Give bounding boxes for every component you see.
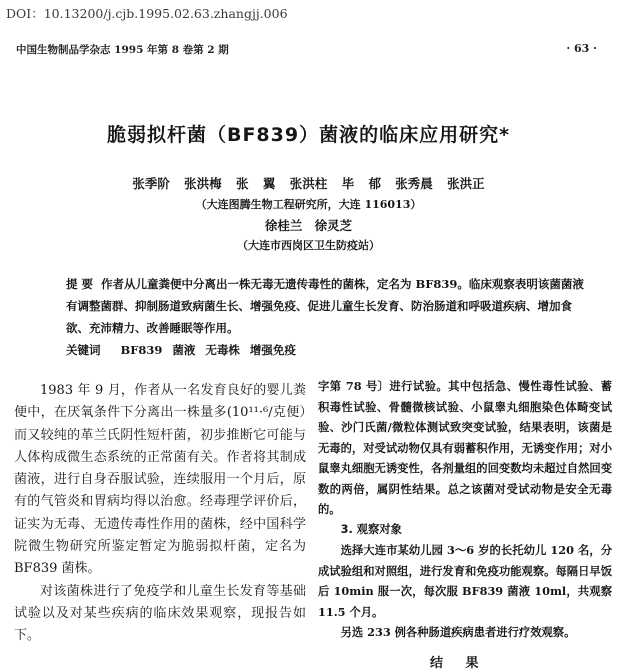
- authors-line-1: 张季阶 张洪梅 张 翼 张洪柱 毕 郁 张秀晨 张洪正: [132, 176, 485, 191]
- keywords-text: BF839 菌液 无毒株 增强免疫: [120, 343, 296, 357]
- keywords-label: 关键词: [66, 343, 101, 357]
- journal-header: 中国生物制品学杂志 1995 年第 8 卷第 2 期: [16, 44, 229, 56]
- left-paragraph-2: 对该菌株进行了免疫学和儿童生长发育等基础试验以及对某些疾病的临床效果观察，现报告如下。: [14, 583, 306, 644]
- right-paragraph-3: 另选 233 例各种肠道疾病患者进行疗效观察。: [340, 625, 576, 639]
- section-3-heading: 3. 观察对象: [340, 522, 402, 536]
- doi-line: DOI：10.13200/j.cjb.1995.02.63.zhangjj.006: [6, 6, 288, 21]
- authors-line-2: 徐桂兰 徐灵芝: [264, 218, 353, 233]
- left-paragraph-1: 1983 年 9 月，作者从一名发育良好的婴儿粪便中，在厌氧条件下分离出一株量多(10¹¹·⁶/克便）而又较纯的革兰氏阴性短杆菌，初步推断它可能与人体构成微生态系统的正常菌有关。作者将其制成菌液，进行自身吞服试验，连续服用一个月后，原有的气管炎和胃病均得以治愈。经毒理学评价后，证实为无毒、无遗传毒性作用的菌株，经中国科学院微生物研究所鉴定暂定为脆弱拟杆菌，定名为 BF839 菌株。: [14, 383, 306, 577]
- affiliation-1: （大连图腾生物工程研究所，大连 116013）: [195, 198, 422, 211]
- right-paragraph-1: 字第 78 号〕进行试验。其中包括急、慢性毒性试验、蓄积毒性试验、骨髓微核试验、小鼠睾丸细胞染色体畸变试验、沙门氏菌/微粒体测试致突变试验，结果表明，该菌是无毒的，对受试动物仅具有弱蓄积作用，无诱变作用；对小鼠睾丸细胞无诱变性，各剂量组的回变数均未超过自然回变数的两倍，属阴性结果。总之该菌对受试动物是安全无毒的。: [318, 379, 612, 516]
- abstract-label: 提 要: [66, 277, 94, 291]
- affiliation-2: （大连市西岗区卫生防疫站）: [237, 239, 380, 252]
- paper-title: 脆弱拟杆菌（BF839）菌液的临床应用研究*: [106, 124, 511, 146]
- results-heading: 结 果: [430, 656, 479, 671]
- right-paragraph-2: 选择大连市某幼儿园 3～6 岁的长托幼儿 120 名，分成试验组和对照组，进行发育和免疫功能观察。每隔日早饭后 10min 服一次，每次服 BF839 菌液 10ml，共观察 11.5 个月。: [318, 543, 612, 619]
- abstract: [66, 273, 586, 339]
- keywords: [66, 342, 296, 358]
- left-column: [14, 380, 306, 648]
- page-number: · 63 ·: [566, 42, 597, 55]
- right-column: [318, 376, 612, 643]
- abstract-text: 作者从儿童粪便中分离出一株无毒无遗传毒性的菌株，定名为 BF839。临床观察表明该菌菌液有调整菌群、抑制肠道致病菌生长、增强免疫、促进儿童生长发育、防治肠道和呼吸道疾病、增加食欲、充沛精力、改善睡眠等作用。: [66, 277, 584, 335]
